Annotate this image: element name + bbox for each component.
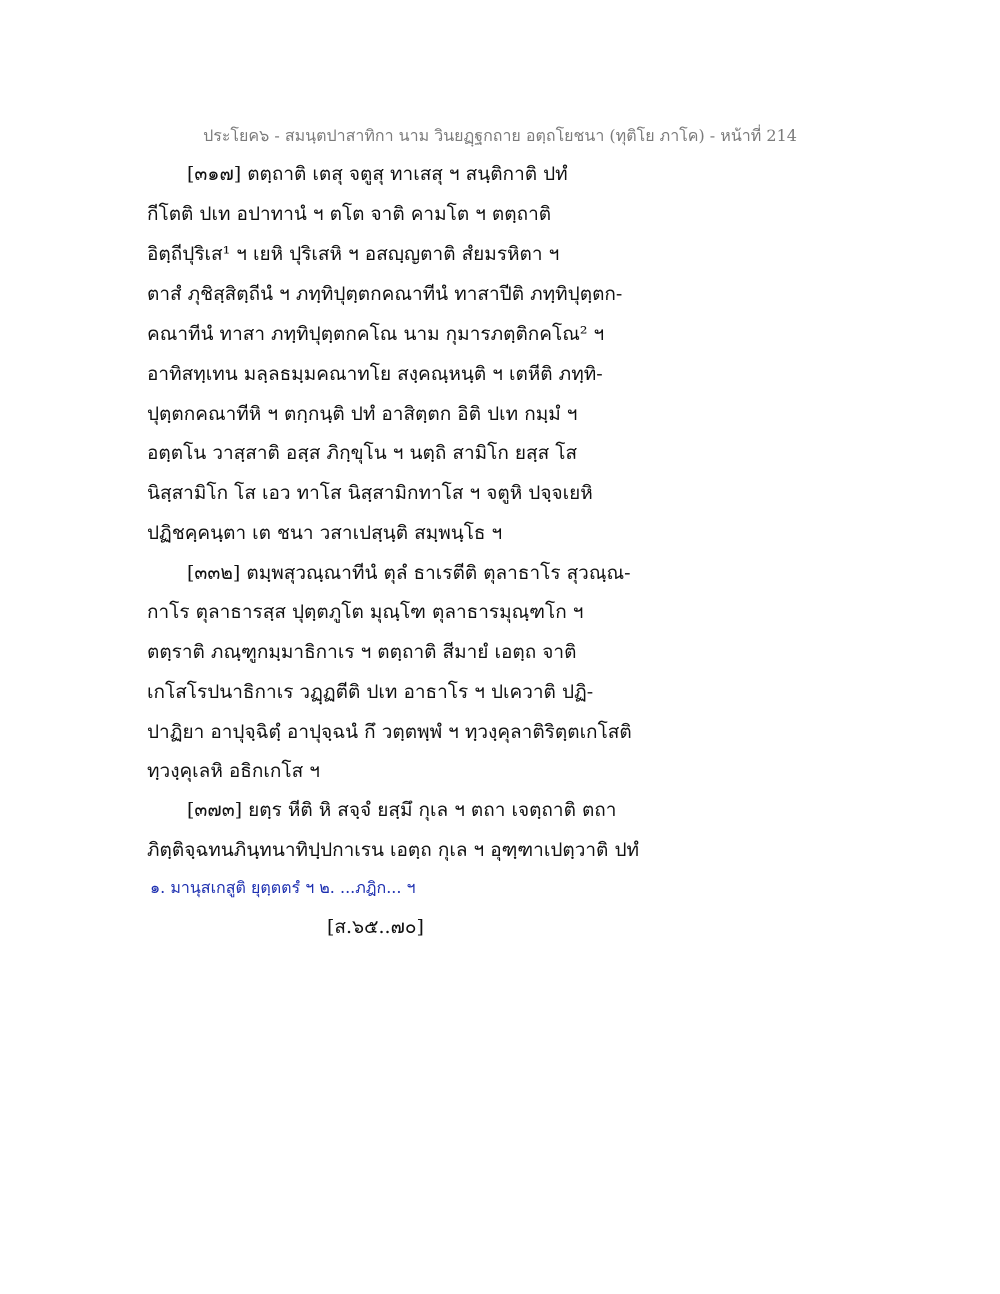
text-line: ภิตฺติจฺฉทนภินฺทนาทิปฺปกาเรน เอตฺถ กุเล ฯ อุฑฺฑาเปตฺวาติ ปทํ (147, 839, 640, 861)
text-line: [๓๓๒] ตมฺพสุวณฺณาทีนํ ตุลํ ธาเรตีติ ตุลาธาโร สุวณฺณ- (187, 562, 631, 584)
page-header: ประโยค๖ - สมนฺตปาสาทิกา นาม วินยฏฺฐกถาย อตฺถโยชนา (ทุติโย ภาโค) - หน้าที่ 214 (203, 126, 797, 145)
text-line: [๓๗๓] ยตฺร หีติ หิ สจฺจํ ยสฺมึ กุเล ฯ ตถา เจตฺถาติ ตถา (187, 799, 617, 821)
text-line: [๓๑๗] ตตฺถาติ เตสุ จตูสุ ทาเสสุ ฯ สนฺติกาติ ปทํ (187, 163, 568, 185)
text-line: ตาสํ ภุชิสฺสิตฺถีนํ ฯ ภทฺทิปุตฺตกคณาทีนํ ทาสาปีติ ภทฺทิปุตฺตก- (147, 283, 623, 305)
text-line: ปาฏิยา อาปุจฺฉิตฺํ อาปุจฺฉนํ กึ วตฺตพฺพํ ฯ ทฺวงฺคุลาติริตฺตเกโสติ (147, 721, 632, 743)
text-line: กีโตติ ปเท อปาทานํ ฯ ตโต จาติ คามโต ฯ ตตฺถาติ (147, 203, 552, 225)
text-line: กาโร ตุลาธารสฺส ปุตฺตภูโต มุณฺโฑ ตุลาธารมุณฺฑโก ฯ (147, 601, 584, 623)
text-line: ปฏิชคฺคนฺตา เต ชนา วสาเปสฺนฺติ สมฺพนฺโธ ฯ (147, 522, 503, 544)
text-line: คณาทีนํ ทาสา ภทฺทิปุตฺตกคโณ นาม กุมารภตฺติกคโณ² ฯ (147, 323, 605, 345)
text-line: ปุตฺตกคณาทีหิ ฯ ตกฺกนฺติ ปทํ อาสิตฺตก อิติ ปเท กมฺมํ ฯ (147, 403, 578, 425)
text-line: อาทิสทฺเทน มลฺลธมฺมคณาทโย สงฺคณฺหนฺติ ฯ เตหีติ ภทฺทิ- (147, 363, 603, 385)
text-line: ทฺวงฺคุเลหิ อธิกเกโส ฯ (147, 760, 320, 782)
footnote: ๑. มานุสเกสูติ ยุตฺตตรํ ฯ ๒. ...ภฎิก... ฯ (150, 878, 416, 897)
text-line: อิตฺถีปุริเส¹ ฯ เยหิ ปุริเสหิ ฯ อสญฺญตาติ สํยมรหิตา ฯ (147, 243, 560, 265)
text-line: ตตฺราติ ภณฺฑูกมฺมาธิกาเร ฯ ตตฺถาติ สีมายํ เอตฺถ จาติ (147, 641, 577, 663)
text-line: อตฺตโน วาสฺสาติ อสฺส ภิกฺขุโน ฯ นตฺถิ สามิโก ยสฺส โส (147, 442, 578, 464)
text-line: นิสฺสามิโก โส เอว ทาโส นิสฺสามิกทาโส ฯ จตูหิ ปจฺจเยหิ (147, 482, 593, 504)
text-line: เกโสโรปนาธิกาเร วฏฺฏตีติ ปเท อาธาโร ฯ ปเควาติ ปฏิ- (147, 681, 594, 703)
page-reference: [ส.๖๕..๗๐] (327, 916, 424, 938)
